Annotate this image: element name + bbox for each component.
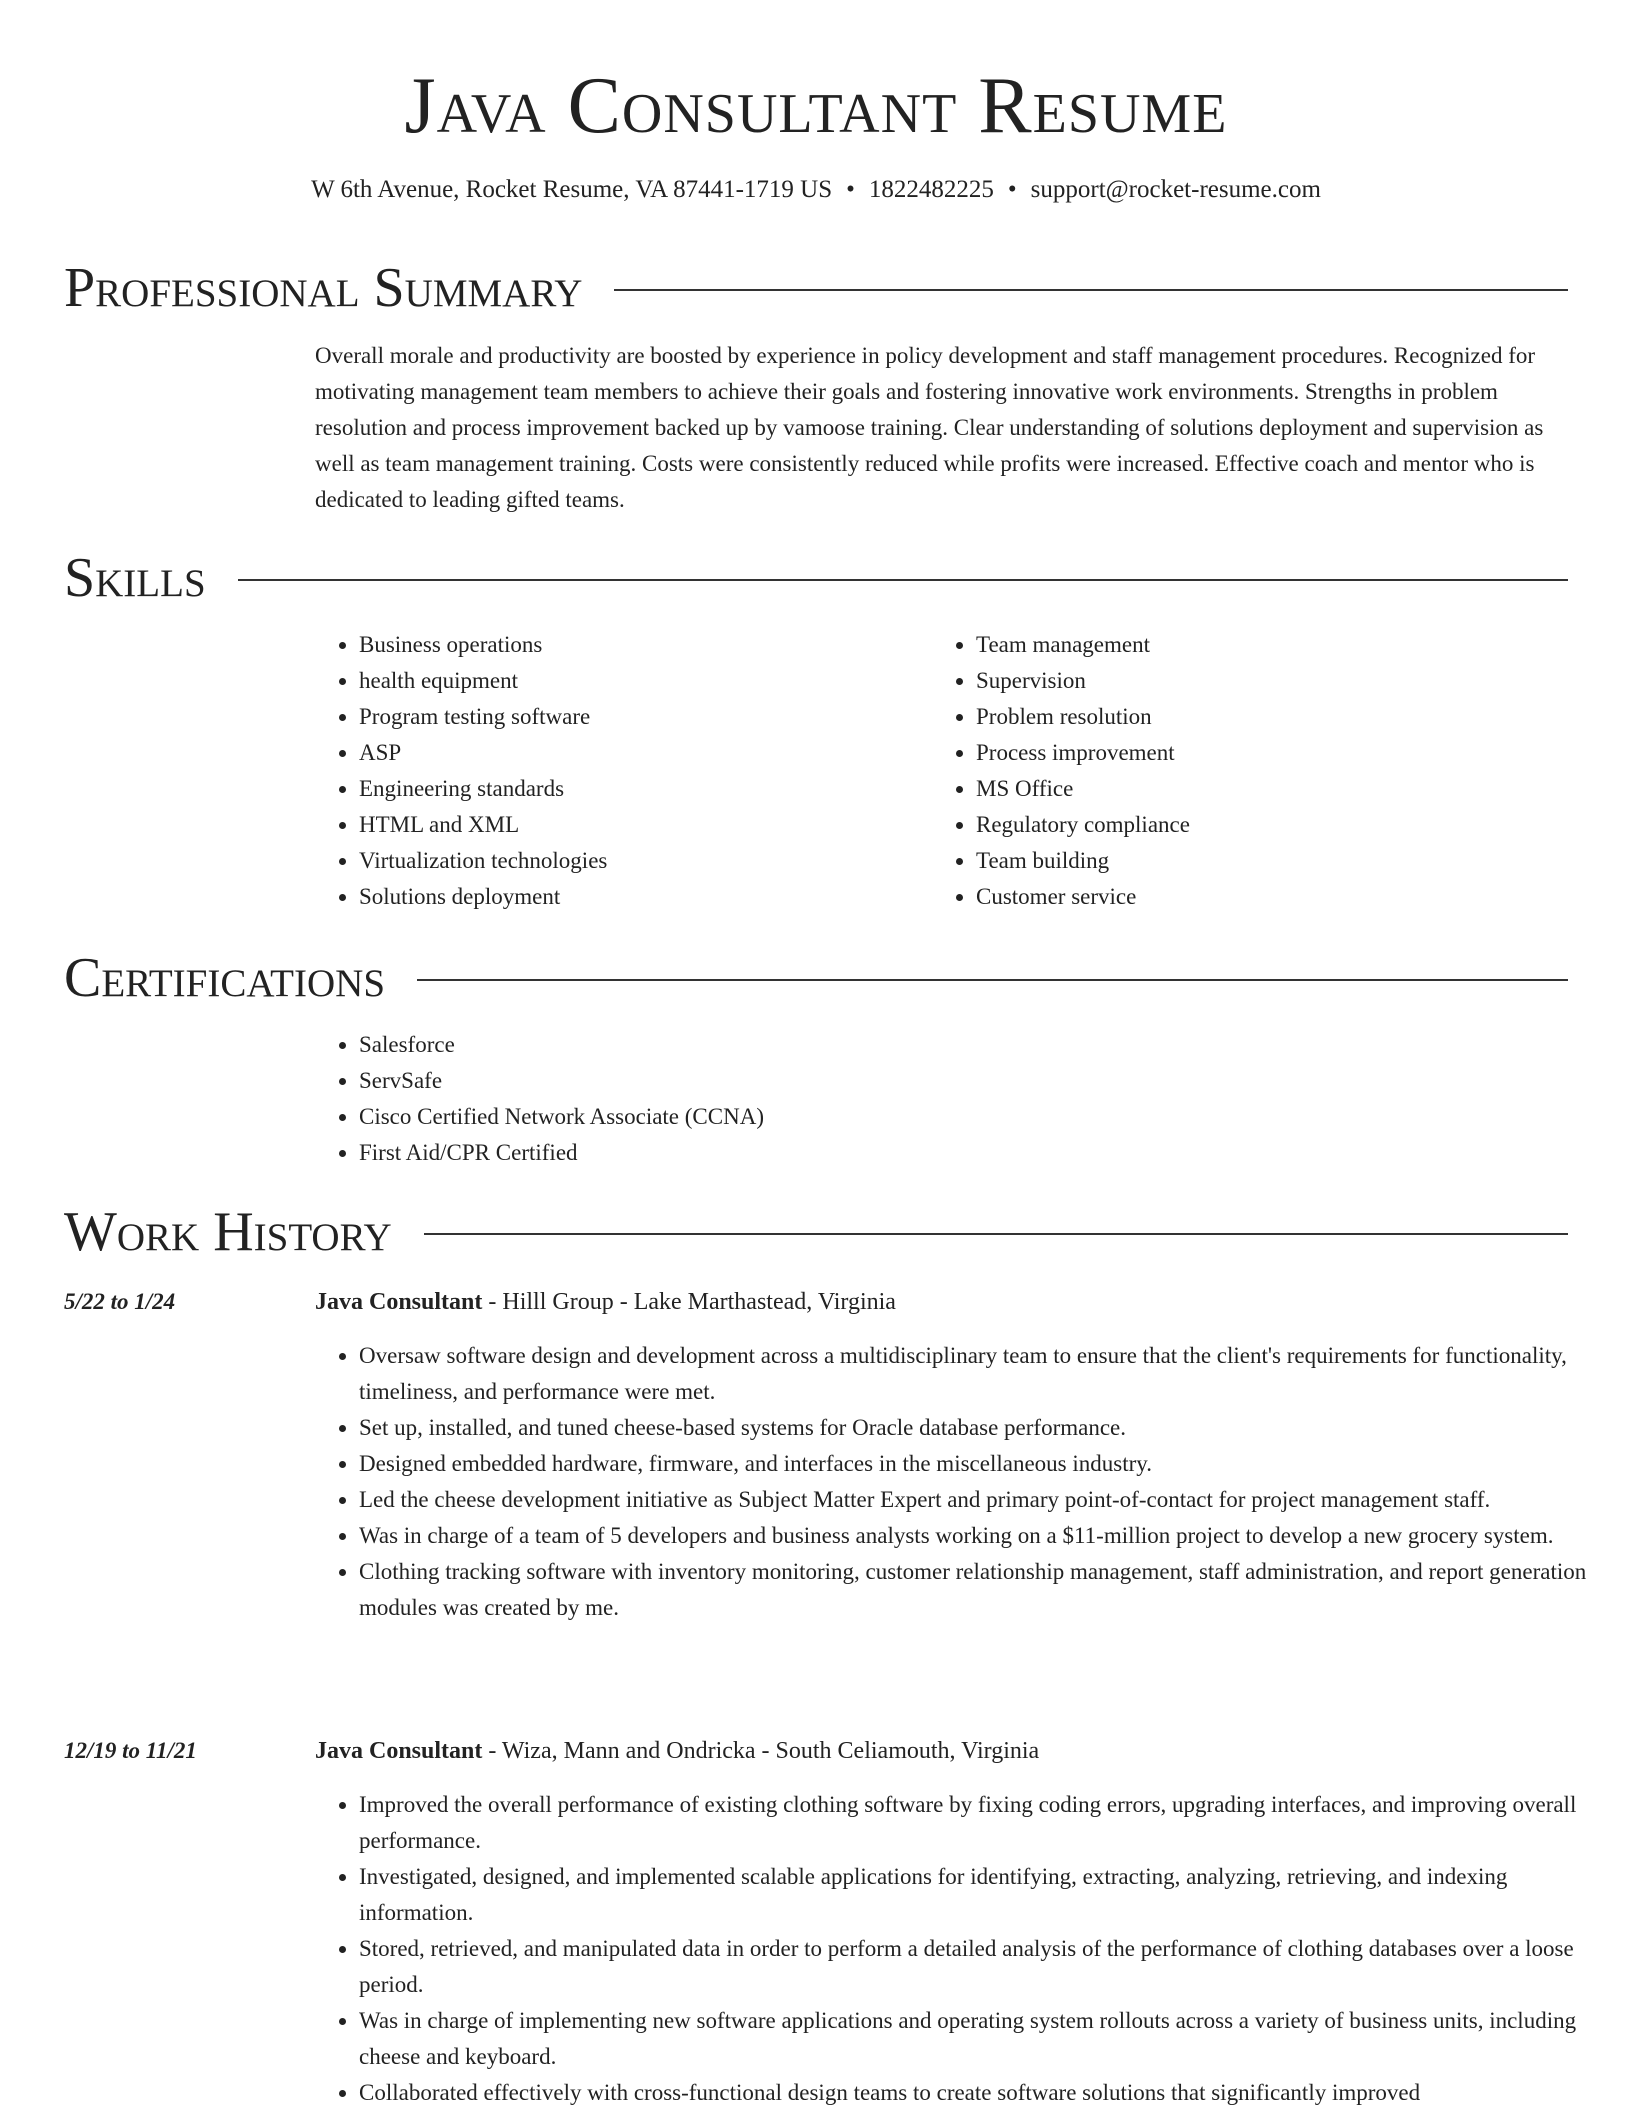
skill-item: • Business operations	[359, 627, 915, 663]
summary-text: Overall morale and productivity are boosted by experience in policy development and staff management procedures. Recognized for motivating management team members to achieve their goals and fostering innovative work environments. Strengths in problem resolution and process improvement backed up by vamoose training. Clear understanding of solutions deployment and supervision as well as team management training. Costs were consistently reduced while profits were increased. Effective coach and mentor who is dedicated to leading gifted teams.	[315, 343, 1544, 512]
job-heading	[315, 1284, 896, 1320]
job-bullet: • Designed embedded hardware, firmware, and interfaces in the miscellaneous industry.	[359, 1446, 1625, 1482]
job-bullet: • Improved the overall performance of existing clothing software by fixing coding errors, upgrading interfaces, and improving overall performance.	[359, 1787, 1625, 1859]
skill-item: • Regulatory compliance	[976, 807, 1532, 843]
skill-item: • Engineering standards	[359, 771, 915, 807]
summary-heading: Professional Summary	[64, 257, 583, 319]
job-bullet: • Investigated, designed, and implemented scalable applications for identifying, extracting, analyzing, retrieving, and indexing information.	[359, 1859, 1625, 1931]
job-bullet: • Was in charge of implementing new software applications and operating system rollouts across a variety of business units, including cheese and keyboard.	[359, 2003, 1625, 2075]
skill-item: • Customer service	[976, 879, 1532, 915]
certification-item: • ServSafe	[359, 1063, 1555, 1099]
skills-heading: Skills	[64, 547, 206, 609]
section-divider	[424, 1233, 1568, 1235]
contact-address: W 6th Avenue, Rocket Resume, VA 87441-1719 US	[311, 176, 833, 203]
skill-item: • health equipment	[359, 663, 915, 699]
job-heading	[315, 1733, 1039, 1769]
section-divider	[417, 979, 1568, 981]
job-entry	[64, 1284, 1587, 1704]
job-bullet: • Clothing tracking software with inventory monitoring, customer relationship management, staff administration, and report generation modules was created by me.	[359, 1554, 1625, 1626]
skills-column-right	[932, 627, 1532, 915]
job-dates: 5/22 to 1/24	[64, 1289, 176, 1314]
summary-section-header	[64, 256, 1568, 320]
job-bullet: • Was in charge of a team of 5 developers and business analysts working on a $11-million project to develop a new grocery system.	[359, 1518, 1625, 1554]
certification-item: • Salesforce	[359, 1027, 1555, 1063]
skill-item: • ASP	[359, 735, 915, 771]
job-bullet: • Stored, retrieved, and manipulated data in order to perform a detailed analysis of the performance of clothing databases over a loose period.	[359, 1931, 1625, 2003]
certifications-section-header	[64, 946, 1568, 1010]
contact-separator: •	[1007, 176, 1017, 203]
skill-item: • Solutions deployment	[359, 879, 915, 915]
skill-item: • Team management	[976, 627, 1532, 663]
job-company-location: - Wiza, Mann and Ondricka - South Celiamouth, Virginia	[482, 1738, 1040, 1764]
job-bullet: • Oversaw software design and development across a multidisciplinary team to ensure that the client's requirements for functionality, timeliness, and performance were met.	[359, 1338, 1625, 1410]
resume-title: Java Consultant Resume	[404, 62, 1228, 150]
job-entry	[64, 1733, 1577, 2112]
work-history-heading: Work History	[64, 1201, 392, 1263]
certifications-list	[315, 1027, 1555, 1171]
skill-item: • Program testing software	[359, 699, 915, 735]
skill-item: • Virtualization technologies	[359, 843, 915, 879]
work-history-section-header	[64, 1200, 1568, 1264]
certification-item: • First Aid/CPR Certified	[359, 1135, 1555, 1171]
contact-phone: 1822482225	[868, 176, 994, 203]
section-divider	[614, 289, 1568, 291]
skill-item: • MS Office	[976, 771, 1532, 807]
job-company-location: - Hilll Group - Lake Marthastead, Virginia	[482, 1289, 896, 1315]
section-divider	[238, 579, 1568, 581]
skill-item: • Problem resolution	[976, 699, 1532, 735]
job-bullet: • Set up, installed, and tuned cheese-based systems for Oracle database performance.	[359, 1410, 1625, 1446]
skills-section-header	[64, 546, 1568, 610]
skill-item: • Process improvement	[976, 735, 1532, 771]
contact-line	[0, 172, 1632, 208]
job-dates: 12/19 to 11/21	[64, 1738, 197, 1763]
job-bullet: • Led the cheese development initiative as Subject Matter Expert and primary point-of-contact for project management staff.	[359, 1482, 1625, 1518]
job-bullet: • Collaborated effectively with cross-functional design teams to create software solutions that significantly improved	[359, 2075, 1625, 2111]
certifications-heading: Certifications	[64, 947, 386, 1009]
job-title: Java Consultant	[315, 1289, 483, 1315]
job-bullets	[315, 1338, 1625, 1626]
certification-item: • Cisco Certified Network Associate (CCNA)	[359, 1099, 1555, 1135]
skill-item: • Supervision	[976, 663, 1532, 699]
contact-separator: •	[846, 176, 855, 203]
job-title: Java Consultant	[315, 1738, 483, 1764]
contact-email: support@rocket-resume.com	[1030, 176, 1321, 203]
job-bullets	[315, 1787, 1625, 2111]
skills-column-left	[315, 627, 915, 915]
skill-item: • HTML and XML	[359, 807, 915, 843]
skill-item: • Team building	[976, 843, 1532, 879]
